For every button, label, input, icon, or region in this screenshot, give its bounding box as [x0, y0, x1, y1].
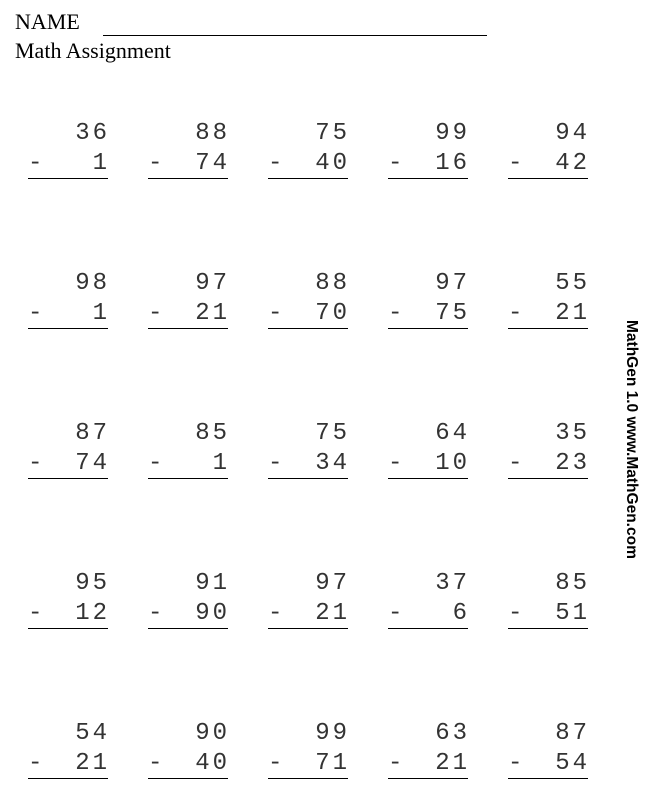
- minuend: 75: [315, 120, 350, 147]
- subtraction-problem: [508, 420, 592, 482]
- subtraction-problem: [268, 570, 352, 632]
- subtraction-problem: [508, 120, 592, 182]
- subtrahend: 21: [195, 300, 230, 327]
- minuend: 63: [435, 720, 470, 747]
- answer-line: [508, 478, 588, 479]
- subtrahend: 70: [315, 300, 350, 327]
- minuend: 35: [555, 420, 590, 447]
- subtraction-problem: [28, 270, 112, 332]
- subtrahend: 74: [75, 450, 110, 477]
- answer-line: [388, 478, 468, 479]
- subtrahend: 75: [435, 300, 470, 327]
- subtrahend: 6: [452, 600, 470, 627]
- answer-line: [28, 778, 108, 779]
- subtrahend: 21: [555, 300, 590, 327]
- answer-line: [148, 778, 228, 779]
- minus-sign: -: [388, 450, 403, 477]
- answer-line: [508, 328, 588, 329]
- subtrahend: 40: [195, 750, 230, 777]
- answer-line: [388, 328, 468, 329]
- page-title: Math Assignment: [15, 38, 171, 63]
- subtraction-problem: [148, 720, 232, 782]
- answer-line: [28, 478, 108, 479]
- minuend: 36: [75, 120, 110, 147]
- subtrahend: 1: [92, 150, 110, 177]
- subtrahend: 21: [75, 750, 110, 777]
- subtraction-problem: [388, 270, 472, 332]
- subtraction-problem: [28, 420, 112, 482]
- minus-sign: -: [148, 150, 163, 177]
- subtraction-problem: [28, 120, 112, 182]
- answer-line: [148, 178, 228, 179]
- subtraction-problem: [268, 420, 352, 482]
- minuend: 54: [75, 720, 110, 747]
- subtrahend: 21: [435, 750, 470, 777]
- sidebar-branding: [621, 320, 643, 600]
- answer-line: [508, 178, 588, 179]
- answer-line: [388, 778, 468, 779]
- subtrahend: 51: [555, 600, 590, 627]
- subtrahend: 71: [315, 750, 350, 777]
- subtrahend: 54: [555, 750, 590, 777]
- minuend: 55: [555, 270, 590, 297]
- answer-line: [148, 328, 228, 329]
- minus-sign: -: [268, 300, 283, 327]
- subtrahend: 90: [195, 600, 230, 627]
- subtraction-problem: [388, 570, 472, 632]
- minus-sign: -: [268, 600, 283, 627]
- answer-line: [268, 178, 348, 179]
- minuend: 88: [315, 270, 350, 297]
- minus-sign: -: [508, 300, 523, 327]
- answer-line: [508, 778, 588, 779]
- subtrahend: 23: [555, 450, 590, 477]
- minuend: 97: [435, 270, 470, 297]
- minuend: 85: [195, 420, 230, 447]
- subtraction-problem: [148, 570, 232, 632]
- minus-sign: -: [28, 750, 43, 777]
- minus-sign: -: [148, 300, 163, 327]
- subtraction-problem: [268, 120, 352, 182]
- minuend: 85: [555, 570, 590, 597]
- minus-sign: -: [268, 450, 283, 477]
- minus-sign: -: [148, 600, 163, 627]
- answer-line: [148, 628, 228, 629]
- branding-text: MathGen 1.0 www.MathGen.com: [623, 320, 640, 559]
- minus-sign: -: [388, 750, 403, 777]
- subtraction-problem: [388, 420, 472, 482]
- name-label: NAME: [15, 9, 80, 34]
- minuend: 99: [435, 120, 470, 147]
- subtraction-problem: [148, 120, 232, 182]
- minus-sign: -: [268, 150, 283, 177]
- minuend: 98: [75, 270, 110, 297]
- answer-line: [268, 778, 348, 779]
- subtraction-problem: [28, 720, 112, 782]
- minuend: 91: [195, 570, 230, 597]
- minus-sign: -: [508, 150, 523, 177]
- minus-sign: -: [508, 450, 523, 477]
- subtraction-problem: [268, 270, 352, 332]
- minus-sign: -: [28, 450, 43, 477]
- minuend: 87: [555, 720, 590, 747]
- minuend: 87: [75, 420, 110, 447]
- subtraction-problem: [508, 570, 592, 632]
- answer-line: [388, 628, 468, 629]
- subtraction-problem: [148, 270, 232, 332]
- answer-line: [508, 628, 588, 629]
- minus-sign: -: [508, 750, 523, 777]
- minuend: 75: [315, 420, 350, 447]
- minus-sign: -: [388, 150, 403, 177]
- subtrahend: 34: [315, 450, 350, 477]
- minus-sign: -: [148, 450, 163, 477]
- subtrahend: 42: [555, 150, 590, 177]
- subtrahend: 40: [315, 150, 350, 177]
- answer-line: [268, 328, 348, 329]
- answer-line: [268, 478, 348, 479]
- minuend: 97: [315, 570, 350, 597]
- minuend: 99: [315, 720, 350, 747]
- minus-sign: -: [388, 300, 403, 327]
- subtrahend: 21: [315, 600, 350, 627]
- minuend: 97: [195, 270, 230, 297]
- subtrahend: 74: [195, 150, 230, 177]
- minus-sign: -: [388, 600, 403, 627]
- minuend: 94: [555, 120, 590, 147]
- subtrahend: 1: [92, 300, 110, 327]
- subtraction-problem: [388, 120, 472, 182]
- answer-line: [148, 478, 228, 479]
- answer-line: [268, 628, 348, 629]
- answer-line: [388, 178, 468, 179]
- minuend: 37: [435, 570, 470, 597]
- subtraction-problem: [508, 270, 592, 332]
- minuend: 88: [195, 120, 230, 147]
- minuend: 64: [435, 420, 470, 447]
- minuend: 90: [195, 720, 230, 747]
- subtrahend: 1: [212, 450, 230, 477]
- subtrahend: 12: [75, 600, 110, 627]
- subtrahend: 16: [435, 150, 470, 177]
- minus-sign: -: [148, 750, 163, 777]
- minus-sign: -: [28, 300, 43, 327]
- minus-sign: -: [28, 600, 43, 627]
- answer-line: [28, 628, 108, 629]
- subtraction-problem: [508, 720, 592, 782]
- minuend: 95: [75, 570, 110, 597]
- answer-line: [28, 178, 108, 179]
- subtraction-problem: [28, 570, 112, 632]
- minus-sign: -: [268, 750, 283, 777]
- answer-line: [28, 328, 108, 329]
- subtraction-problem: [388, 720, 472, 782]
- minus-sign: -: [28, 150, 43, 177]
- subtrahend: 10: [435, 450, 470, 477]
- subtraction-problem: [148, 420, 232, 482]
- subtraction-problem: [268, 720, 352, 782]
- minus-sign: -: [508, 600, 523, 627]
